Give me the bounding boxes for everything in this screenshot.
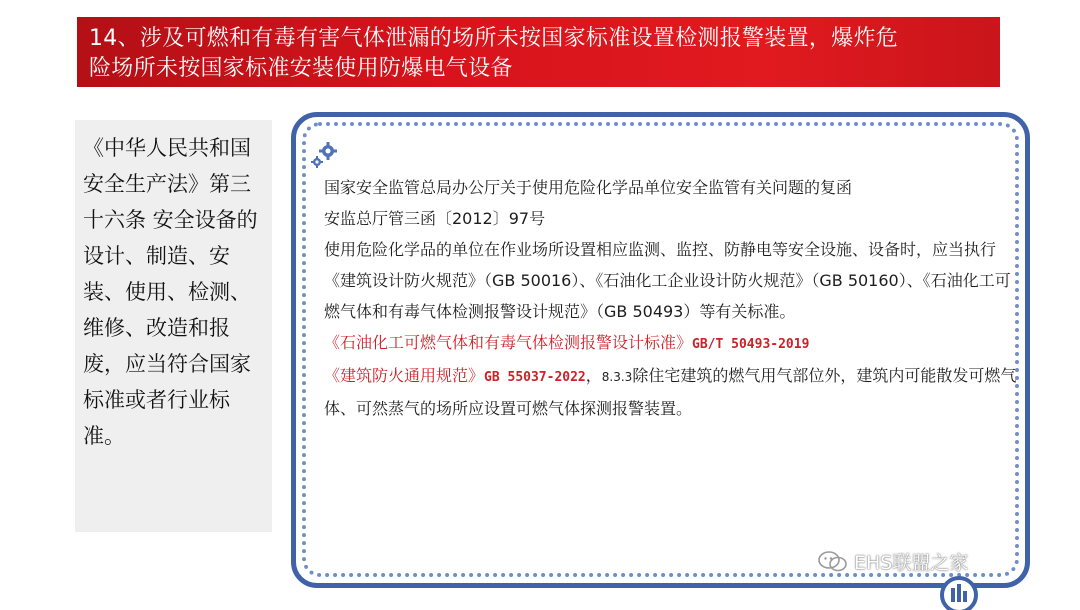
standard-1-code: GB/T 50493-2019 (692, 337, 810, 352)
standard-2-code: GB 55037-2022 (484, 370, 586, 385)
watermark-text: EHS联盟之家 (854, 552, 969, 574)
doc-title: 国家安全监管总局办公厅关于使用危险化学品单位安全监管有关问题的复函 (324, 178, 853, 197)
watermark (818, 548, 968, 575)
standard-line-2 (324, 360, 1020, 424)
standard-line-1 (324, 327, 1020, 360)
wechat-icon (818, 550, 848, 574)
law-quote-panel (75, 120, 272, 532)
doc-number: 安监总厅管三函〔2012〕97号 (324, 209, 546, 228)
clause-number: 8.3.3 (601, 370, 633, 384)
doc-body: 使用危险化学品的单位在作业场所设置相应监测、监控、防静电等安全设施、设备时，应当执行《建筑设计防火规范》（GB 50016）、《石油化工企业设计防火规范》（GB 50160）、《石油化工可燃气体和有毒气体检测报警设计规范》（GB 50493）等有关标准。 (324, 240, 1011, 321)
gear-icon (308, 140, 340, 172)
title-line-2: 险场所未按国家标准安装使用防爆电气设备 (89, 56, 513, 81)
standard-1-name: 《石油化工可燃气体和有毒气体检测报警设计标准》 (324, 333, 693, 352)
law-quote-text: 《中华人民共和国安全生产法》第三十六条 安全设备的设计、制造、安装、使用、检测、维修、改造和报废，应当符合国家标准或者行业标准。 (83, 136, 258, 448)
title-banner (77, 17, 1000, 87)
content-body (324, 172, 1020, 424)
title-line-1: 14、涉及可燃和有毒有害气体泄漏的场所未按国家标准设置检测报警装置，爆炸危 (89, 26, 899, 51)
standard-2-separator: ， (585, 366, 602, 385)
decorative-knob-icon (938, 574, 980, 610)
clause-text: 除住宅建筑的燃气用气部位外，建筑内可能散发可燃气体、可然蒸气的场所应设置可燃气体探测报警装置。 (324, 366, 1017, 418)
standard-2-name: 《建筑防火通用规范》 (324, 366, 485, 385)
